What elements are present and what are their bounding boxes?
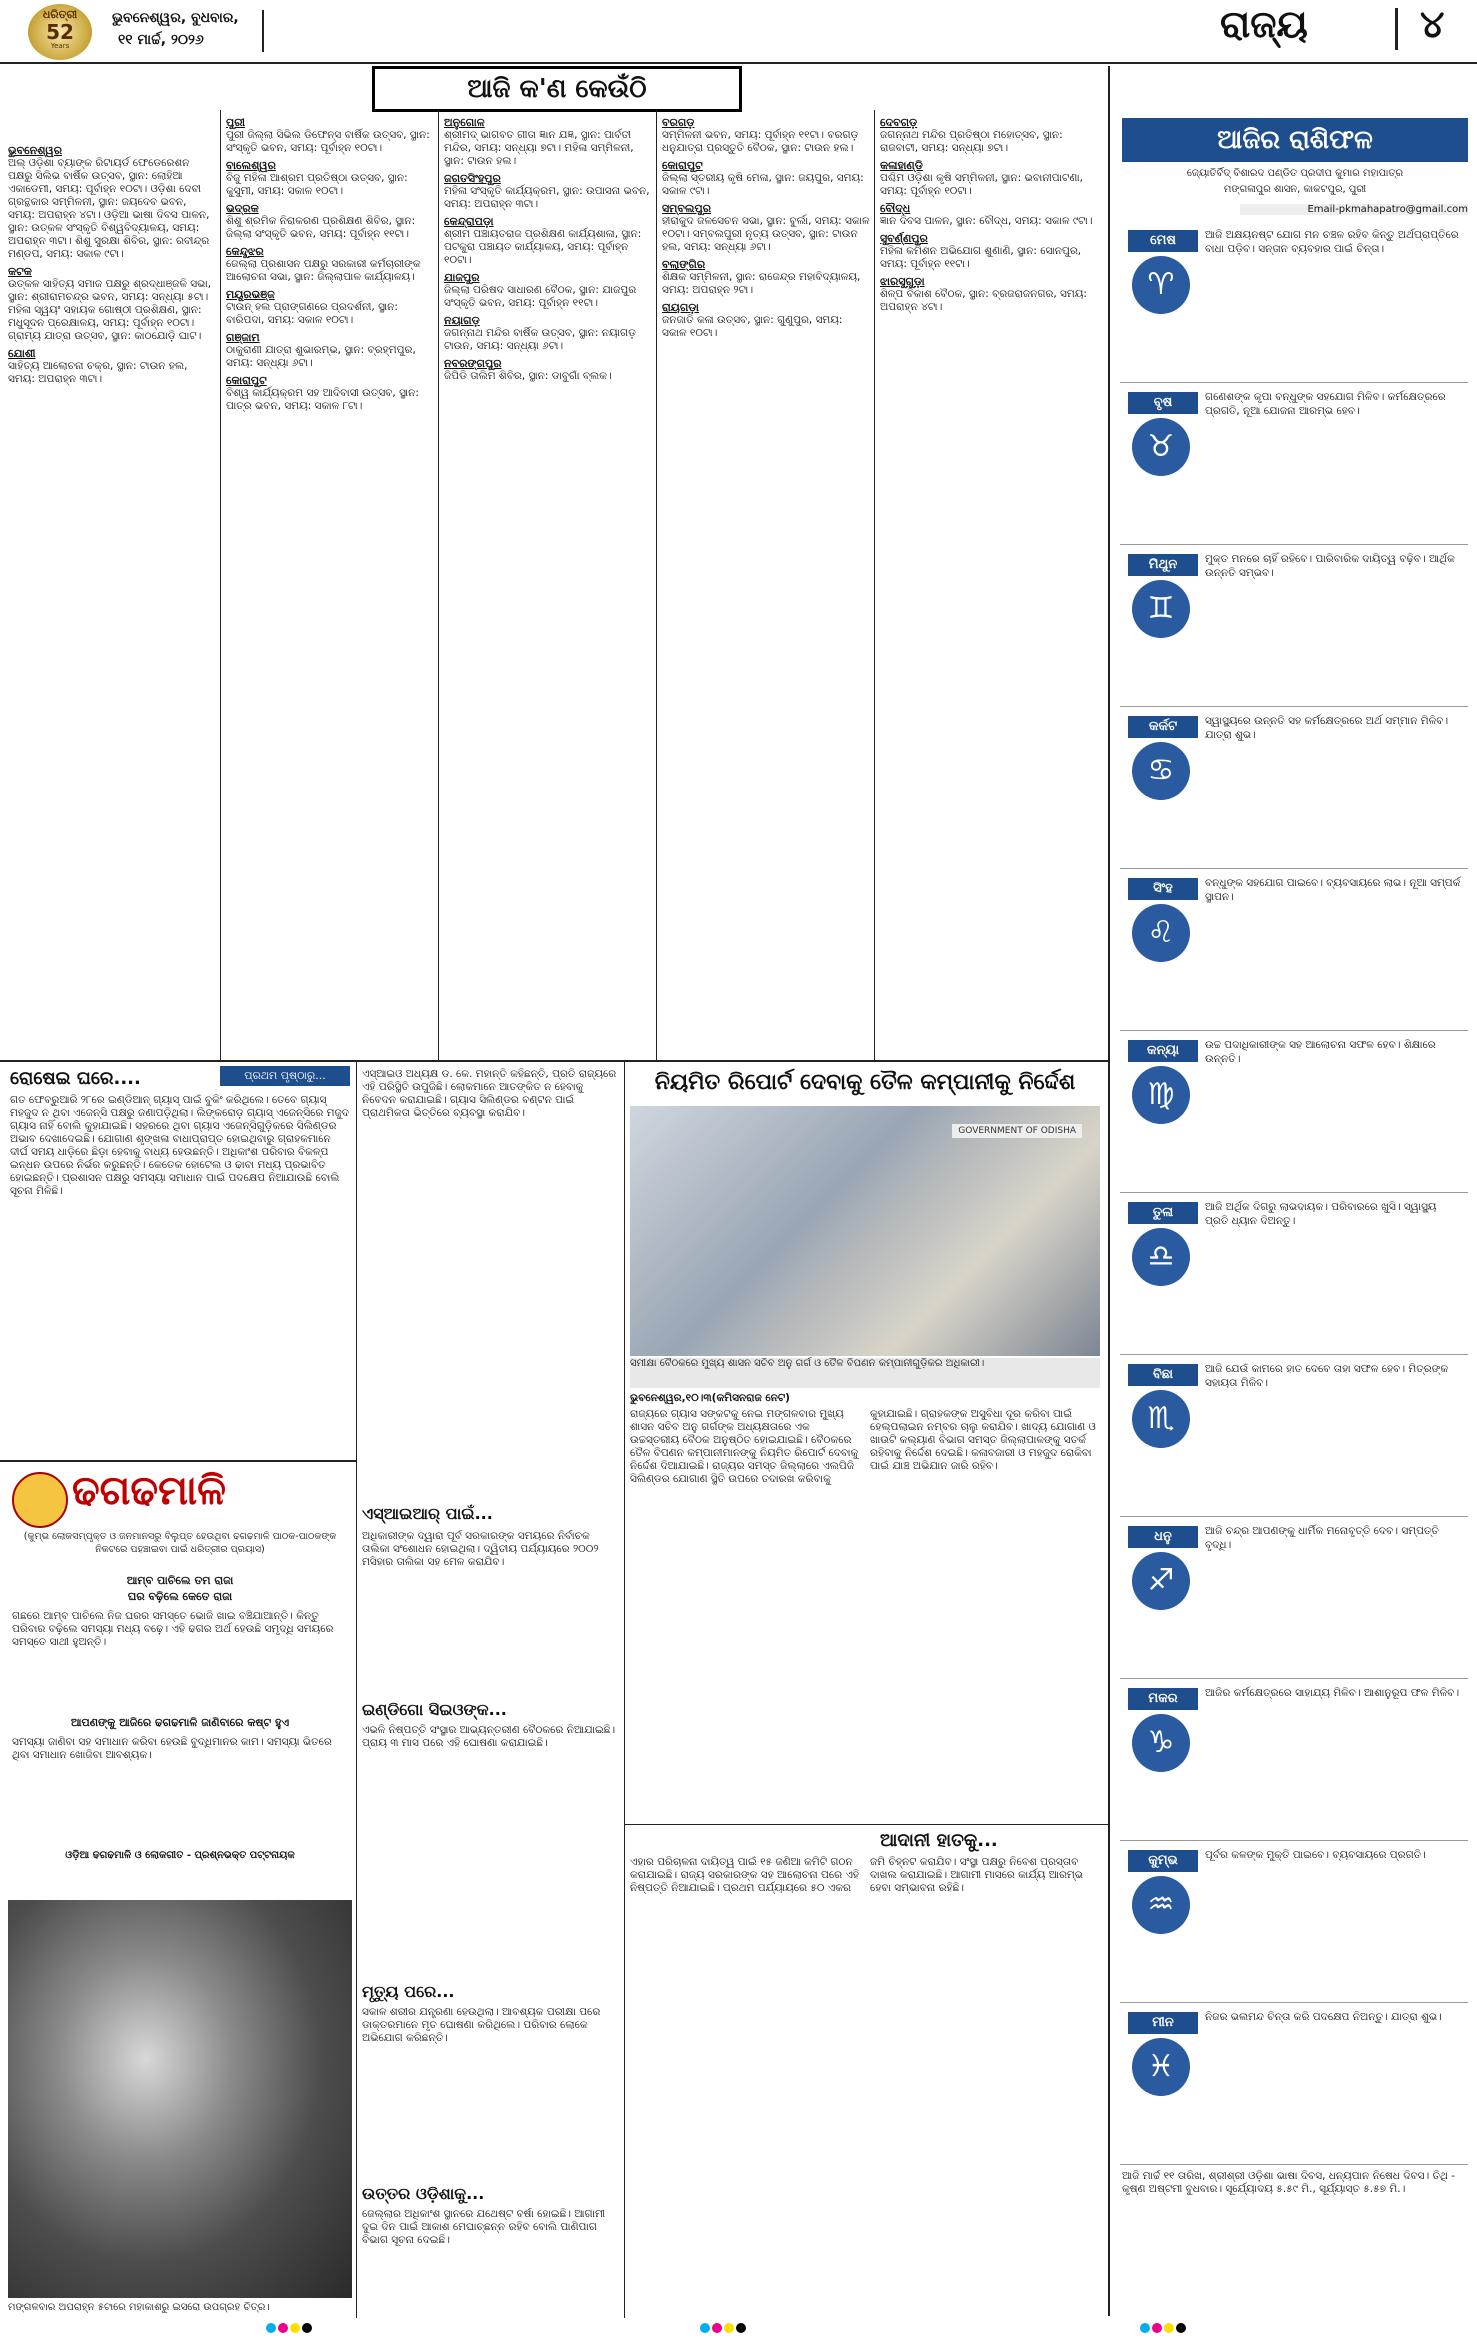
zodiac-scorpio (1120, 1356, 1468, 1517)
zodiac-text: ଉଚ୍ଚ ପଦାଧିକାରୀଙ୍କ ସହ ଆଲୋଚନା ସଫଳ ହେବ। ଶିକ୍ଷାରେ ଉନ୍ନତି। (1205, 1039, 1436, 1065)
listing-block (662, 202, 870, 254)
cartoon-logo-icon (12, 1472, 68, 1528)
listing-text: ହୀରାକୁଦ ଜଳସେଚନ ସଭା, ସ୍ଥାନ: ବୁର୍ଲା, ସମୟ: ସକାଳ ୧୦ଟା। ସମ୍ବଲପୁରୀ ନୃତ୍ୟ ଉତ୍ସବ, ସ୍ଥାନ: ଟାଉନ ହଲ, ସମୟ: ସନ୍ଧ୍ୟା ୬ଟା। (662, 215, 870, 253)
listing-block (662, 116, 870, 155)
astrologer-email: Email-pkmahapatro@gmail.com (1240, 204, 1468, 215)
anniversary-number: 52 (46, 20, 74, 44)
listing-heading: ରାୟଗଡ଼ା (662, 301, 699, 314)
listing-block (880, 275, 1100, 314)
listing-block (226, 288, 434, 327)
lead-body: ରାଜ୍ୟରେ ଗ୍ୟାସ ସଙ୍କଟକୁ ନେଇ ମଙ୍ଗଳବାର ମୁଖ୍ୟ ଶାସନ ସଚିବ ଅନୁ ଗର୍ଗଙ୍କ ଅଧ୍ୟକ୍ଷତାରେ ଏକ ଉଚ୍ଚସ୍ତରୀୟ ବୈଠକ ଅନୁଷ୍ଠିତ ହୋଇଯାଇଛି। ବୈଠକରେ ତୈଳ ବିପଣନ କମ୍ପାନୀମାନଙ୍କୁ ନିୟମିତ ରିପୋର୍ଟ ଦେବାକୁ ନିର୍ଦ୍ଦେଶ ଦିଆଯାଇଛି। ରାଜ୍ୟର ସମସ୍ତ ଜିଲ୍ଲାରେ ଏଲପିଜି ସିଲିଣ୍ଡର ଯୋଗାଣ ସ୍ଥିତି ଉପରେ ତଦାରଖ କରିବାକୁ କୁହାଯାଇଛି। ଗ୍ରାହକଙ୍କ ଅସୁବିଧା ଦୂର କରିବା ପାଇଁ ହେଲ୍ପଲାଇନ ନମ୍ବର ଚାଲୁ କରାଯିବ। ଖାଦ୍ୟ ଯୋଗାଣ ଓ ଖାଉଟି କଲ୍ୟାଣ ବିଭାଗ ସମସ୍ତ ଜିଲ୍ଲାପାଳଙ୍କୁ ସତର୍କ ରହିବାକୁ ନିର୍ଦ୍ଦେଶ ଦେଇଛି। କଳାବଜାରୀ ଓ ମହଜୁଦ ରୋକିବା ପାଇଁ ଯାଞ୍ଚ ଅଭିଯାନ ଜାରି ରହିବ। (630, 1408, 1096, 1485)
listing-block (226, 116, 434, 155)
listing-block (880, 202, 1100, 228)
zodiac-label: କୁମ୍ଭ (1128, 1850, 1198, 1872)
zodiac-text: ଆଜି ଅକ୍ଷୟନଷ୍ଟ ଯୋଗ ମନ ଚଞ୍ଚଳ ରହିବ କିନ୍ତୁ ଅର୍ଥପ୍ରାପ୍ତିରେ ବାଧା ପଡ଼ିବ। ସନ୍ତାନ ବ୍ୟବହାର ପାଇଁ ଚିନ୍ତା। (1205, 229, 1459, 255)
zodiac-label: ଧନୁ (1128, 1526, 1198, 1548)
listing-heading: ସୁବର୍ଣ୍ଣପୁର (880, 232, 928, 245)
listing-text: ଶିଶୁ ଶ୍ରମିକ ନିରାକରଣ ପ୍ରଶିକ୍ଷଣ ଶିବିର, ସ୍ଥାନ: ଜିଲ୍ଲା ସଂସ୍କୃତି ଭବନ, ସମୟ: ପୂର୍ବାହ୍ନ ୧୧ଟା। (226, 215, 416, 240)
listing-heading: ସମ୍ବଲପୁର (662, 202, 712, 215)
listing-heading: ଜଗତସିଂହପୁର (444, 172, 501, 185)
listing-block (226, 245, 434, 284)
zodiac-virgo (1120, 1032, 1468, 1193)
meeting-photo (630, 1106, 1100, 1356)
anniversary-sub: Years (50, 42, 70, 50)
adani-body: ଏହାର ପରିଚାଳନା ଦାୟିତ୍ୱ ପାଇଁ ୧୫ ଜଣିଆ କମିଟି ଗଠନ କରାଯାଇଛି। ରାଜ୍ୟ ସରକାରଙ୍କ ସହ ଆଲୋଚନା ପରେ ଏହି ନିଷ୍ପତ୍ତି ନିଆଯାଇଛି। ପ୍ରଥମ ପର୍ଯ୍ୟାୟରେ ୫୦ ଏକର ଜମି ଚିହ୍ନଟ କରାଯିବ। ସଂସ୍ଥା ପକ୍ଷରୁ ନିବେଶ ପ୍ରସ୍ତାବ ଦାଖଲ କରାଯାଇଛି। ଆଗାମୀ ମାସରେ କାର୍ଯ୍ୟ ଆରମ୍ଭ ହେବା ସମ୍ଭାବନା ରହିଛି। (630, 1856, 1084, 1894)
zodiac-text: ଆଜି ଅର୍ଥିକ ଦିଗରୁ ଲାଭଦାୟକ। ପରିବାରରେ ଖୁସି। ସ୍ୱାସ୍ଥ୍ୟ ପ୍ରତି ଧ୍ୟାନ ଦିଅନ୍ତୁ। (1205, 1201, 1437, 1227)
masthead-logo (28, 4, 92, 60)
listings-column-4 (662, 112, 870, 1052)
sagittarius-icon: ♐ (1132, 1552, 1190, 1610)
listing-text: ପୁରୀ ଜିଲ୍ଲା ସିଭିଲ ଡିଫେନ୍ସ ବାର୍ଷିକ ଉତ୍ସବ, ସ୍ଥାନ: ସଂସ୍କୃତି ଭବନ, ସମୟ: ପୂର୍ବାହ୍ନ ୧୦ଟା। (226, 129, 430, 154)
taurus-icon: ♉ (1132, 418, 1190, 476)
zodiac-sagittarius (1120, 1518, 1468, 1679)
listing-block (444, 172, 652, 211)
listing-heading: ନୟାଗଡ଼ (444, 314, 480, 327)
listing-heading: ବୌଦ୍ଧ (880, 202, 911, 215)
listing-block (880, 116, 1100, 155)
listing-heading: ଭଦ୍ରକ (226, 202, 259, 215)
section-name: ରାଜ୍ୟ (1220, 2, 1308, 46)
continued-tag: ପ୍ରଥମ ପୃଷ୍ଠାରୁ... (220, 1066, 350, 1086)
listing-heading: କଳାହାଣ୍ଡି (880, 159, 923, 172)
rashiphala-header (1122, 118, 1468, 162)
zodiac-text: ବନ୍ଧୁଙ୍କ ସହଯୋଗ ପାଇବେ। ବ୍ୟବସାୟରେ ଲାଭ। ନୂଆ ସମ୍ପର୍କ ସ୍ଥାପନ। (1205, 877, 1461, 903)
panjika-footer: ଆଜି ମାର୍ଚ୍ଚ ୧୧ ତାରିଖ, ଶ୍ରୀଶ୍ରୀ ଓଡ଼ିଶା ଭାଷା ଦିବସ, ଧନ୍ୟପାନ ନିଷେଧ ଦିବସ। ତିଥି - କୃଷ୍ଣ ଅଷ୍ଟମୀ ବୁଧବାର। ସୂର୍ଯ୍ୟୋଦୟ ୫.୫୯ ମି., ସୂର୍ଯ୍ୟାସ୍ତ ୫.୫୭ ମି.। (1122, 2170, 1456, 2195)
listing-text: ଅଲ୍ ଓଡ଼ିଶା ବ୍ୟାଙ୍କ ରିଟାୟର୍ଡ ଫେଡେରେଶନ ପକ୍ଷରୁ ସିଲିଭ ବାର୍ଷିକ ଉତ୍ସବ, ସ୍ଥାନ: ଲୋହିଆ ଏକାଡେମୀ, ସମୟ: ପୂର୍ବାହ୍ନ ୧୦ଟା। ଓଡ଼ିଶା ଦେବୀ ଗ୍ରନ୍ଥକାର ସମ୍ମିଳନୀ, ସ୍ଥାନ: ଜୟଦେବ ଭବନ, ସମୟ: ଅପରାହ୍ନ ୪ଟା। ଓଡ଼ିଆ ଭାଷା ଦିବସ ପାଳନ, ସ୍ଥାନ: ଉତ୍କଳ ସଂସ୍କୃତି ବିଶ୍ୱବିଦ୍ୟାଳୟ, ସମୟ: ଅପରାହ୍ନ ୩ଟା। ଶିଶୁ ସୁରକ୍ଷା ଶିବିର, ସ୍ଥାନ: ରବୀନ୍ଦ୍ର ମଣ୍ଡପ, ସମୟ: ସକାଳ ୯ଟା। (8, 157, 210, 260)
print-registration-bar (0, 2322, 1477, 2339)
virgo-icon: ♍ (1132, 1066, 1190, 1124)
scorpio-icon: ♏ (1132, 1390, 1190, 1448)
cartoon-subtitle: (କୁମ୍ଭ ଲୋକସମ୍ପୃକ୍ତ ଓ ଜନମାନସରୁ ବିଲୁପ୍ତ ହେଉଥିବା ଢଗଢମାଳି ପାଠକ-ପାଠକଙ୍କ ନିକଟରେ ପହଞ୍ଚାଇବା ପାଇଁ ଧରିତ୍ରୀର ପ୍ରୟାସ) (23, 1531, 337, 1555)
listing-block (880, 159, 1100, 198)
zodiac-taurus (1120, 384, 1468, 545)
zodiac-text: ଆଜି ଚନ୍ଦ୍ର ଆପଣଙ୍କୁ ଧାର୍ମିକ ମନୋବୃତ୍ତି ଦେବ। ସମ୍ପତ୍ତି ବୃଦ୍ଧି। (1205, 1525, 1439, 1551)
listing-text: ଜନଜାତି କଳା ଉତ୍ସବ, ସ୍ଥାନ: ଗୁଣୁପୁର, ସମୟ: ସକାଳ ୧୦ଟା। (662, 314, 843, 339)
listing-heading: କୋରାପୁଟ (226, 374, 267, 387)
zodiac-label: ବିଛା (1128, 1364, 1198, 1386)
zodiac-text: ସ୍ୱାସ୍ଥ୍ୟରେ ଉନ୍ନତି ସହ କର୍ମକ୍ଷେତ୍ରରେ ଅର୍ଥ ସମ୍ମାନ ମିଳିବ। ଯାତ୍ରା ଶୁଭ। (1205, 715, 1449, 741)
listing-block (8, 347, 216, 386)
zodiac-label: ମୀନ (1128, 2012, 1198, 2034)
listing-block (880, 232, 1100, 271)
listing-heading: ବାଲେଶ୍ୱର (226, 159, 276, 172)
listing-text: ଜ୍ଞାନ ଦିବସ ପାଳନ, ସ୍ଥାନ: ବୌଦ୍ଧ, ସମୟ: ସକାଳ ୯ଟା। (880, 215, 1093, 227)
listing-heading: ଗଞ୍ଜାମ (226, 331, 260, 344)
leo-icon: ♌ (1132, 904, 1190, 962)
listing-heading: ଅନୁଗୋଳ (444, 116, 485, 129)
listing-heading: ମୟୂରଭଞ୍ଜ (226, 288, 275, 301)
proverb-body-2: ସମସ୍ୟା ଜାଣିବା ସହ ସମାଧାନ କରିବା ହେଉଛି ବୁଦ୍ଧିମାନର କାମ। ସମସ୍ୟା ଭିତରେ ଥିବା ସମାଧାନ ଖୋଜିବା ଆବଶ୍ୟକ। (12, 1736, 332, 1761)
listing-block (226, 374, 434, 413)
listing-text: ସମ୍ମିଳନୀ ଭବନ, ସମୟ: ପୂର୍ବାହ୍ନ ୧୧ଟା। ବରଗଡ଼ ଧନୁଯାତ୍ରା ପ୍ରସ୍ତୁତି ବୈଠକ, ସ୍ଥାନ: ଟାଉନ ହଲ। (662, 129, 859, 154)
photo-sign: GOVERNMENT OF ODISHA (952, 1124, 1082, 1138)
sir-subhead: ଏସ୍‌ଆଇଆର୍ ପାଇଁ... (362, 1504, 493, 1523)
listing-heading: ଯାଜପୁର (444, 271, 480, 284)
listing-block (8, 144, 216, 261)
listing-text: ଜିଲ୍ଲା ସ୍ତରୀୟ କୃଷି ମେଳା, ସ୍ଥାନ: ଜୟପୁର, ସମୟ: ସକାଳ ୯ଟା। (662, 172, 864, 197)
proverb-line-3: ଆପଣଙ୍କୁ ଆଜିରେ ଢଗଢମାଳି ଜାଣିବାରେ କଷ୍ଟ ହୁଏ (70, 1716, 290, 1729)
aries-icon: ♈ (1132, 256, 1190, 314)
cancer-icon: ♋ (1132, 742, 1190, 800)
capricorn-icon: ♑ (1132, 1714, 1190, 1772)
listing-text: ଜଗନ୍ନାଥ ମନ୍ଦିର ପ୍ରତିଷ୍ଠା ମହୋତ୍ସବ, ସ୍ଥାନ: ରାଜବାଟୀ, ସମୟ: ସନ୍ଧ୍ୟା ୭ଟା। (880, 129, 1063, 154)
zodiac-label: ତୁଳା (1128, 1202, 1198, 1224)
listing-heading: କୋରାପୁଟ (662, 159, 703, 172)
listing-text: ଶିକ୍ଷକ ସମ୍ମିଳନୀ, ସ୍ଥାନ: ରାଜେନ୍ଦ୍ର ମହାବିଦ୍ୟାଳୟ, ସମୟ: ଅପରାହ୍ନ ୨ଟା। (662, 271, 861, 296)
death-body: ସକାଳ ଶରୀର ଯନ୍ତ୍ରଣା ହେଉଥିଲା। ଆବଶ୍ୟକ ପରୀକ୍ଷା ପରେ ଡାକ୍ତରମାନେ ମୃତ ଘୋଷଣା କରିଥିଲେ। ପରିବାର ଲୋକେ ଅଭିଯୋଗ କରିଛନ୍ତି। (362, 2006, 601, 2044)
zodiac-label: କର୍କଟ (1128, 716, 1198, 738)
gas-continuation: ଏସ୍‌ଆଇଓ ଅଧ୍ୟକ୍ଷ ଡ. କେ. ମହାନ୍ତି କହିଛନ୍ତି, ପ୍ରତି ରାଜ୍ୟରେ ଏହି ପରିସ୍ଥିତି ଉପୁଜିଛି। ଲୋକମାନେ ଆତଙ୍କିତ ନ ହେବାକୁ ନିବେଦନ କରାଯାଇଛି। ଗ୍ୟାସ ସିଲିଣ୍ଡର ବଣ୍ଟନ ପାଇଁ ପ୍ରାଥମିକତା ଭିତ୍ତିରେ ବ୍ୟବସ୍ଥା କରାଯିବ। (362, 1068, 617, 1119)
zodiac-gemini (1120, 546, 1468, 707)
listing-block (444, 116, 652, 168)
zodiac-aries (1120, 222, 1468, 383)
indigo-body: ଏଭଳି ନିଷ୍ପତ୍ତି ସଂସ୍ଥାର ଆଭ୍ୟନ୍ତରୀଣ ବୈଠକରେ ନିଆଯାଇଛି। ପ୍ରାୟ ୩ ମାସ ପରେ ଏହି ଘୋଷଣା କରାଯାଇଛି। (362, 1724, 616, 1749)
listing-text: ଠାକୁରାଣୀ ଯାତ୍ରା ଶୁଭାରମ୍ଭ, ସ୍ଥାନ: ବ୍ରହ୍ମପୁର, ସମୟ: ସନ୍ଧ୍ୟା ୬ଟା। (226, 344, 416, 369)
listing-text: ସାହିତ୍ୟ ଆଲୋଚନା ଚକ୍ର, ସ୍ଥାନ: ଟାଉନ ହଲ, ସମୟ: ଅପରାହ୍ନ ୩ଟା। (8, 360, 188, 385)
zodiac-text: ଆଜି ଯେଉଁ କାମରେ ହାତ ଦେବେ ତାହା ସଫଳ ହେବ। ମିତ୍ରଙ୍କ ସହାୟତା ମିଳିବ। (1205, 1363, 1449, 1389)
gemini-icon: ♊ (1132, 580, 1190, 638)
listing-text: ଜିପିଡି ତାଲିମ ଶିବିର, ସ୍ଥାନ: ଡାବୁଗାଁ ବ୍ଲକ। (444, 370, 612, 382)
zodiac-label: କନ୍ୟା (1128, 1040, 1198, 1062)
listing-block (444, 357, 652, 383)
satellite-caption: ମଙ୍ଗଳବାର ଅପରାହ୍ନ ୫ଟାରେ ମହାକାଶରୁ ଇସରୋ ଉପଗ୍ରହ ଚିତ୍ର। (8, 2302, 270, 2313)
listings-column-3 (444, 112, 652, 1052)
lead-headline: ନିୟମିତ ରିପୋର୍ଟ ଦେବାକୁ ତୈଳ କମ୍ପାନୀକୁ ନିର୍ଦ୍ଦେଶ (654, 1070, 1076, 1095)
listing-heading: ଯୋଶୀ (8, 347, 36, 360)
listing-heading: କଟକ (8, 265, 32, 278)
listing-block (8, 265, 216, 343)
listings-column-2 (226, 112, 434, 1052)
zodiac-text: ମୁକ୍ତ ମନରେ ଚାହିଁ ରହିବେ। ପାରିବାରିକ ଦାୟିତ୍ୱ ବଢ଼ିବ। ଆର୍ଥିକ ଉନ୍ନତି ସମ୍ଭବ। (1205, 553, 1455, 579)
zodiac-text: ଗଣେଶଙ୍କ କୃପା ବନ୍ଧୁଙ୍କ ସହଯୋଗ ମିଳିବ। କର୍ମକ୍ଷେତ୍ରରେ ପ୍ରଗତି, ନୂଆ ଯୋଜନା ଆରମ୍ଭ ହେବ। (1205, 391, 1446, 417)
listing-heading: ପୁରୀ (226, 116, 245, 129)
listing-text: ଶିଳ୍ପ ବିକାଶ ବୈଠକ, ସ୍ଥାନ: ବ୍ରଜରାଜନଗର, ସମୟ: ଅପରାହ୍ନ ୪ଟା। (880, 288, 1087, 313)
north-odisha-subhead: ଉତ୍ତର ଓଡ଼ିଶାକୁ... (362, 2184, 485, 2203)
listing-block (444, 215, 652, 267)
listing-heading: ଭୁବନେଶ୍ୱର (8, 144, 63, 157)
brand-name: ଧରିତ୍ରୀ (42, 8, 78, 21)
listing-heading: କେନ୍ଦୁଝର (226, 245, 264, 258)
sir-body: ଅଧିକାରୀଙ୍କ ଦ୍ୱାରା ପୂର୍ବ ସରକାରଙ୍କ ସମୟରେ ନିର୍ବାଚକ ତାଲିକା ସଂଶୋଧନ ହୋଇଥିଲା। ଦ୍ୱିତୀୟ ପର୍ଯ୍ୟାୟରେ ୨୦୦୨ ମସିହାର ତାଲିକା ସହ ମେଳ କରାଯିବ। (362, 1530, 599, 1568)
listing-text: ଜେଲ୍ଲା ପ୍ରଶାସନ ପକ୍ଷରୁ ସରକାରୀ କର୍ମଚାରୀଙ୍କ ଆଲୋଚନା ସଭା, ସ୍ଥାନ: ଜିଲ୍ଲାପାଳ କାର୍ଯ୍ୟାଳୟ। (226, 258, 421, 283)
zodiac-text: ନିଜର ଭଲମନ୍ଦ ଚିନ୍ତା କରି ପଦକ୍ଷେପ ନିଅନ୍ତୁ। ଯାତ୍ରା ଶୁଭ। (1205, 2011, 1442, 2023)
listing-text: ମହିଳା କମିଶନ ଅଭିଯୋଗ ଶୁଣାଣି, ସ୍ଥାନ: ସୋନପୁର, ସମୟ: ପୂର୍ବାହ୍ନ ୧୧ଟା। (880, 245, 1082, 270)
listing-block (662, 301, 870, 340)
astrologer-address: ମଙ୍ଗଳାପୁର ଶାସନ, କାକଟପୁର, ପୁରୀ (1223, 184, 1367, 195)
listings-banner (372, 66, 742, 112)
zodiac-label: ମିଥୁନ (1128, 554, 1198, 576)
listing-heading: ବଲାଙ୍ଗିର (662, 258, 706, 271)
proverb-line-1: ଆମ୍ବ ପାଚିଲେ ତମ ରାଜା (126, 1574, 234, 1587)
zodiac-pisces (1120, 2004, 1468, 2165)
libra-icon: ♎ (1132, 1228, 1190, 1286)
listing-text: ବିଜୁ ମହିଳା ଆଶ୍ରମ ପ୍ରତିଷ୍ଠା ଉତ୍ସବ, ସ୍ଥାନ: କୁସୁମୀ, ସମୟ: ସକାଳ ୧୦ଟା। (226, 172, 408, 197)
listing-text: ଶ୍ରୀମ ପଞ୍ଚାୟତରାଜ ପ୍ରଶିକ୍ଷଣ କାର୍ଯ୍ୟଶାଳା, ସ୍ଥାନ: ପଟକୁରା ପଞ୍ଚାୟତ କାର୍ଯ୍ୟାଳୟ, ସମୟ: ପୂର୍ବାହ୍ନ ୧୦ଟା। (444, 228, 642, 266)
lead-dateline: ଭୁବନେଶ୍ୱର,୧୦।୩(କମିସନରାଜ ନେଟ) (630, 1392, 790, 1404)
zodiac-label: ବୃଷ (1128, 392, 1198, 414)
cooking-article-title: ରୋଷେଇ ଘରେ.... (10, 1068, 141, 1089)
listing-block (226, 202, 434, 241)
listing-block (226, 331, 434, 370)
listing-heading: ବରଗଡ଼ (662, 116, 695, 129)
listing-block (662, 159, 870, 198)
listing-heading: ଦେବଗଡ଼ (880, 116, 918, 129)
listing-block (444, 314, 652, 353)
photo-caption: ସମୀକ୍ଷା ବୈଠକରେ ମୁଖ୍ୟ ଶାସନ ସଚିବ ଅନୁ ଗର୍ଗ ଓ ତୈଳ ବିପଣନ କମ୍ପାନୀଗୁଡ଼ିକର ଅଧିକାରୀ। (630, 1358, 1100, 1388)
adani-subhead: ଆଦାନୀ ହାତକୁ... (880, 1830, 998, 1851)
listings-column-5 (880, 112, 1100, 1052)
listing-block (662, 258, 870, 297)
page-number: ୪ (1420, 2, 1445, 46)
zodiac-label: ମେଷ (1128, 230, 1198, 252)
listing-text: ଜିଲ୍ଲା ପରିଷଦ ସାଧାରଣ ବୈଠକ, ସ୍ଥାନ: ଯାଜପୁର ସଂସ୍କୃତି ଭବନ, ସମୟ: ପୂର୍ବାହ୍ନ ୧୧ଟା। (444, 284, 637, 309)
astrologer-name: ଜ୍ୟୋତିର୍ବିଦ୍ ବିଶାରଦ ପଣ୍ଡିତ ପ୍ରଦୀପ କୁମାର ମହାପାତ୍ର (1186, 168, 1404, 179)
satellite-image (8, 1900, 352, 2298)
listings-column-1 (8, 140, 216, 1050)
listing-text: ଉତ୍କଳ ସାହିତ୍ୟ ସମାଜ ପକ୍ଷରୁ ଶ୍ରଦ୍ଧାଞ୍ଜଳି ସଭା, ସ୍ଥାନ: ଶ୍ରୀରାମଚନ୍ଦ୍ର ଭବନ, ସମୟ: ସନ୍ଧ୍ୟା ୫ଟା। ମହିଳା ସ୍ୱୟଂ ସହାୟକ ଗୋଷ୍ଠୀ ପ୍ରଶିକ୍ଷଣ, ସ୍ଥାନ: ମଧୁସୂଦନ ପ୍ରେକ୍ଷାଳୟ, ସମୟ: ପୂର୍ବାହ୍ନ ୧୦ଟା। ଗ୍ରାମ୍ୟ ଯାତ୍ରା ଉତ୍ସବ, ସ୍ଥାନ: କାଠଯୋଡ଼ି ଘାଟ। (8, 278, 212, 342)
zodiac-label: ସିଂହ (1128, 878, 1198, 900)
zodiac-libra (1120, 1194, 1468, 1355)
listing-heading: ନବରଙ୍ଗପୁର (444, 357, 502, 370)
listing-block (226, 159, 434, 198)
listing-heading: କେନ୍ଦ୍ରାପଡ଼ା (444, 215, 494, 228)
listing-text: ଶ୍ରୀମଦ୍ ଭାଗବତ ଗୀତା ଜ୍ଞାନ ଯଜ୍ଞ, ସ୍ଥାନ: ପାର୍ବତୀ ମନ୍ଦିର, ସମୟ: ସନ୍ଧ୍ୟା ୭ଟା। ମହିଳା ସମ୍ମିଳନୀ, ସ୍ଥାନ: ଟାଉନ ହଲ। (444, 129, 634, 167)
rashiphala-title: ଆଜିର ରାଶିଫଳ (1217, 125, 1373, 155)
issue-date: ୧୧ ମାର୍ଚ୍ଚ, ୨୦୨୬ (118, 32, 204, 48)
listings-banner-title: ଆଜି କ'ଣ କେଉଁଠି (467, 74, 647, 104)
north-odisha-body: ଜେଲ୍ଲାର ଅଧିକାଂଶ ସ୍ଥାନରେ ଯଥେଷ୍ଟ ବର୍ଷା ହୋଇଛି। ଆଗାମୀ ଦୁଇ ଦିନ ପାଇଁ ଆକାଶ ମେଘାଚ୍ଛନ୍ନ ରହିବ ବୋଲି ପାଣିପାଗ ବିଭାଗ ସୂଚନା ଦେଇଛି। (362, 2208, 606, 2246)
listing-text: ଜଗନ୍ନାଥ ମନ୍ଦିର ବାର୍ଷିକ ଉତ୍ସବ, ସ୍ଥାନ: ନୟାଗଡ଼ ଟାଉନ, ସମୟ: ସନ୍ଧ୍ୟା ୬ଟା। (444, 327, 636, 352)
pisces-icon: ♓ (1132, 2038, 1190, 2096)
listing-heading: ଝାରସୁଗୁଡ଼ା (880, 275, 925, 288)
aquarius-icon: ♒ (1132, 1876, 1190, 1934)
indigo-subhead: ଇଣ୍ଡିଗୋ ସିଇଓଙ୍କ... (362, 1700, 507, 1719)
listing-text: ପଶ୍ଚିମ ଓଡ଼ିଶା କୃଷି ସମ୍ମିଳନୀ, ସ୍ଥାନ: ଭବାନୀପାଟଣା, ସମୟ: ପୂର୍ବାହ୍ନ ୧୦ଟା। (880, 172, 1084, 197)
zodiac-cancer (1120, 708, 1468, 869)
zodiac-aquarius (1120, 1842, 1468, 2003)
proverb-body: ଗଛରେ ଆମ୍ବ ପାଚିଲେ ନିଜ ଘରର ସମସ୍ତେ ଭୋଜି ଖାଇ ବଞ୍ଚିଯାଆନ୍ତି। କିନ୍ତୁ ପରିବାର ବଢ଼ିଲେ ସମସ୍ୟା ମଧ୍ୟ ବଢ଼େ। ଏହି ଢଗର ଅର୍ଥ ହେଉଛି ସମୃଦ୍ଧି ସମୟରେ ସମସ୍ତେ ସାଥୀ ହୁଅନ୍ତି। (12, 1610, 334, 1648)
cooking-article-body: ଗତ ଫେବ୍ରୁଆରି ୨୮ରେ ଇଣ୍ଡିଆନ୍ ଗ୍ୟାସ୍ ପାଇଁ ବୁକିଂ କରିଥିଲେ। ତେବେ ଗ୍ୟାସ୍ ମହଜୁଦ ନ ଥିବା ଏଜେନ୍ସି ପକ୍ଷରୁ ଜଣାପଡ଼ିଥିଲା। ଲିଙ୍କରୋଡ଼ ଗ୍ୟାସ୍ ଏଜେନ୍ସିରେ ମଜୁଦ ଗ୍ୟାସ ନାହିଁ ବୋଲି କୁହାଯାଇଛି। ସହରରେ ଥିବା ଗ୍ୟାସ ଏଜେନ୍ସିଗୁଡ଼ିକରେ ସିଲିଣ୍ଡର ଅଭାବ ଦେଖାଦେଇଛି। ଯୋଗାଣ ଶୃଙ୍ଖଳା ବାଧାପ୍ରାପ୍ତ ହୋଇଥିବାରୁ ଗ୍ରାହକମାନେ ଦୀର୍ଘ ସମୟ ଧାଡ଼ିରେ ଛିଡ଼ା ହେବାକୁ ବାଧ୍ୟ ହେଉଛନ୍ତି। ଅଧିକାଂଶ ପରିବାର ବିକଳ୍ପ ଇନ୍ଧନ ଉପରେ ନିର୍ଭର କରୁଛନ୍ତି। କେତେକ ହୋଟେଲ ଓ ଢାବା ମଧ୍ୟ ପ୍ରଭାବିତ ହୋଇଛନ୍ତି। ପ୍ରଶାସନ ପକ୍ଷରୁ ସମସ୍ୟା ସମାଧାନ ପାଇଁ ପଦକ୍ଷେପ ନିଆଯାଉଛି ବୋଲି ସୂଚନା ମିଳିଛି। (10, 1094, 350, 1197)
zodiac-leo (1120, 870, 1468, 1031)
proverb-line-2: ଘର ବଢ଼ିଲେ କେତେ ରାଜା (127, 1590, 233, 1603)
cartoon-title: ଢଗଢମାଳି (72, 1468, 226, 1514)
proverb-credit: ଓଡ଼ିଆ ଢଗଢମାଳି ଓ ଲୋକଗୀତ - ପ୍ରଶ୍ନଭକ୍ତ ପଟ୍ଟନାୟକ (65, 1850, 295, 1861)
listing-block (444, 271, 652, 310)
listing-text: ବିଶ୍ୱ କାର୍ଯ୍ୟକ୍ରମ ସହ ଆଦିବାସୀ ଉତ୍ସବ, ସ୍ଥାନ: ପାତ୍ର ଭବନ, ସମୟ: ସକାଳ ୮ଟା। (226, 387, 419, 412)
listing-text: ମହିଳା ସଂସ୍କୃତି କାର୍ଯ୍ୟକ୍ରମ, ସ୍ଥାନ: ଉପାସନା ଭବନ, ସମୟ: ଅପରାହ୍ନ ୩ଟା। (444, 185, 650, 210)
zodiac-text: ଆଜିର କର୍ମକ୍ଷେତ୍ରରେ ସାହାଯ୍ୟ ମିଳିବ। ଆଶାନୁରୂପ ଫଳ ମିଳିବ। (1205, 1687, 1460, 1699)
listing-text: ଟାଉନ୍ ହଲ ପ୍ରାଙ୍ଗଣରେ ପ୍ରଦର୍ଶନୀ, ସ୍ଥାନ: ବାରିପଦା, ସମୟ: ସକାଳ ୧୦ଟା। (226, 301, 398, 326)
death-subhead: ମୃତ୍ୟୁ ପରେ... (362, 1982, 455, 2001)
zodiac-text: ପୂର୍ବର କଳଙ୍କ ମୁକ୍ତି ପାଇବେ। ବ୍ୟବସାୟରେ ପ୍ରଗତି। (1205, 1849, 1426, 1861)
zodiac-label: ମକର (1128, 1688, 1198, 1710)
dateline: ଭୁବନେଶ୍ୱର, ବୁଧବାର, (112, 10, 239, 26)
zodiac-capricorn (1120, 1680, 1468, 1841)
